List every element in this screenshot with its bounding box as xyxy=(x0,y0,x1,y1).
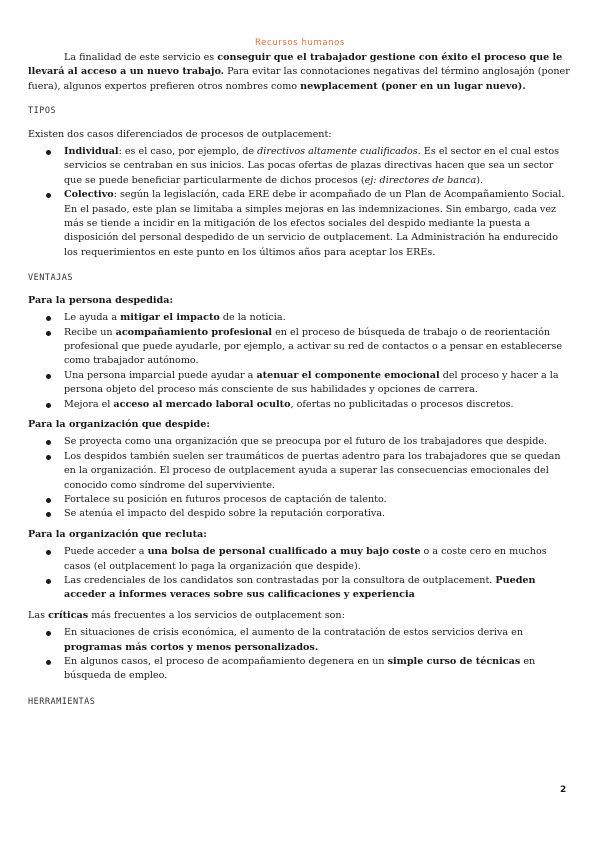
text-run: Los despidos también suelen ser traumáticos de puertas adentro para los trabajadores que se quedan en la organización. El proceso de outplacement ayuda a superar las consecuencias emocionales del conocido como síndrome del superviviente. xyxy=(64,450,561,491)
criticas-list xyxy=(28,626,571,684)
page-number: 2 xyxy=(560,785,567,795)
page-content xyxy=(28,51,571,709)
text-run: simple curso de técnicas xyxy=(387,656,521,668)
text-run: newplacement (poner en un lugar nuevo). xyxy=(300,80,526,92)
text-run: acceso al mercado laboral oculto xyxy=(113,398,291,410)
text-run: críticas xyxy=(48,609,89,621)
bullet-icon xyxy=(46,331,51,336)
list-item xyxy=(28,398,571,412)
list-item xyxy=(28,145,571,188)
bullet-icon xyxy=(46,316,51,321)
text-run: Una persona imparcial puede ayudar a xyxy=(64,369,257,381)
text-run: Colectivo xyxy=(64,189,114,201)
bullet-icon xyxy=(46,455,51,460)
text-run: ej: directores de banca xyxy=(364,174,477,186)
list-item xyxy=(28,435,571,449)
text-run: una bolsa de personal cualificado a muy bajo coste xyxy=(147,546,421,558)
text-run: Fortalece su posición en futuros procesos de captación de talento. xyxy=(64,493,387,505)
list-item xyxy=(28,507,571,521)
despedida-list xyxy=(28,311,571,412)
bullet-icon xyxy=(46,150,51,155)
text-run: , ofertas no publicitadas o procesos discretos. xyxy=(290,398,514,410)
text-run: . Es el sector en el cual estos servicios se centraban en sus inicios. Las pocas ofertas de plazas directivas hacen que sea un sector que se puede beneficiar particularmente de dichos procesos ( xyxy=(64,146,560,186)
text-run: En algunos casos, el proceso de acompañamiento degenera en un xyxy=(64,656,388,668)
bullet-icon xyxy=(46,193,51,198)
list-item xyxy=(28,655,571,684)
text-run: acompañamiento profesional xyxy=(115,326,273,338)
text-run: Para evitar las connotaciones negativas del término anglosajón (poner fuera), algunos expertos prefieren otros nombres como xyxy=(28,66,570,92)
text-run: atenuar el componente emocional xyxy=(256,369,440,381)
subheading-organizacion-despide: Para la organización que despide: xyxy=(28,418,210,430)
text-run: Las credenciales de los candidatos son contrastadas por la consultora de outplacement. xyxy=(64,575,496,586)
text-run: Puede acceder a xyxy=(64,546,148,558)
bullet-icon xyxy=(46,512,51,517)
bullet-icon xyxy=(46,579,51,584)
tipos-lead: Existen dos casos diferenciados de procesos de outplacement: xyxy=(28,128,332,140)
text-run: programas más cortos y menos personalizados. xyxy=(64,641,319,653)
bullet-icon xyxy=(46,631,51,636)
list-item xyxy=(28,545,571,574)
bullet-icon xyxy=(46,660,51,665)
tipos-list xyxy=(28,145,571,260)
text-run: ). xyxy=(476,174,484,186)
criticas-lead xyxy=(28,609,571,623)
text-run: mitigar el impacto xyxy=(120,312,220,324)
list-item xyxy=(28,369,571,398)
text-run: Individual xyxy=(64,146,119,158)
bullet-icon xyxy=(46,403,51,408)
page-header: Recursos humanos xyxy=(255,38,345,48)
list-item xyxy=(28,450,571,493)
text-run: Le ayuda a xyxy=(64,312,121,324)
text-run: conseguir que el trabajador gestione con éxito el proceso que le llevará al acceso a un nuevo trabajo. xyxy=(28,52,563,78)
text-run: más frecuentes a los servicios de outplacement son: xyxy=(88,609,345,621)
section-heading-tipos: TIPOS xyxy=(28,106,57,117)
text-run: de la noticia. xyxy=(219,312,286,324)
intro-paragraph xyxy=(28,51,571,94)
text-run: o a coste cero en muchos casos (el outplacement lo paga la organización que despide). xyxy=(64,546,547,572)
text-run: del proceso y hacer a la persona objeto del proceso más consciente de sus habilidades y opciones de carrera. xyxy=(64,369,559,396)
text-run: Se proyecta como una organización que se preocupa por el futuro de los trabajadores que despide. xyxy=(64,436,548,448)
list-item xyxy=(28,188,571,260)
list-item xyxy=(28,626,571,655)
list-item xyxy=(28,574,571,603)
text-run: en búsqueda de empleo. xyxy=(64,656,536,682)
text-run: : según la legislación, cada ERE debe ir acompañado de un Plan de Acompañamiento Social. En el pasado, este plan se limitaba a simples mejoras en las indemnizaciones. Sin embargo, cada vez más se tiende a incidir en la mitigación de los efectos sociales del despido mediante la puesta a disposición del personal despedido de un servicio de outplacement. La Administración ha endurecido los requerimientos en este punto en los últimos años para aceptar los EREs. xyxy=(64,189,565,258)
section-heading-herramientas: HERRAMIENTAS xyxy=(28,696,96,707)
bullet-icon xyxy=(46,374,51,379)
bullet-icon xyxy=(46,440,51,445)
text-run: Se atenúa el impacto del despido sobre la reputación corporativa. xyxy=(64,508,386,520)
text-run: Pueden acceder a informes veraces sobre sus calificaciones y experiencia xyxy=(64,575,536,601)
text-run: Recibe un xyxy=(64,326,116,338)
list-item xyxy=(28,326,571,369)
bullet-icon xyxy=(46,498,51,503)
list-item xyxy=(28,493,571,507)
text-run: Las xyxy=(28,609,49,621)
text-run: Mejora el xyxy=(64,398,114,410)
despide-list xyxy=(28,435,571,521)
list-item xyxy=(28,311,571,325)
bullet-icon xyxy=(46,550,51,555)
subheading-organizacion-recluta: Para la organización que recluta: xyxy=(28,528,207,540)
text-run: En situaciones de crisis económica, el aumento de la contratación de estos servicios deriva en xyxy=(64,627,524,639)
text-run: La finalidad de este servicio es xyxy=(64,52,218,63)
subheading-persona-despedida: Para la persona despedida: xyxy=(28,294,174,306)
text-run: directivos altamente cualificados xyxy=(257,146,418,158)
section-heading-ventajas: VENTAJAS xyxy=(28,273,73,284)
text-run: : es el caso, por ejemplo, de xyxy=(118,146,258,158)
recluta-list xyxy=(28,545,571,603)
text-run: en el proceso de búsqueda de trabajo o de reorientación profesional que puede ayudarle, por ejemplo, a activar su red de contactos o a pensar en establecerse como trabajador autónomo. xyxy=(64,326,563,367)
